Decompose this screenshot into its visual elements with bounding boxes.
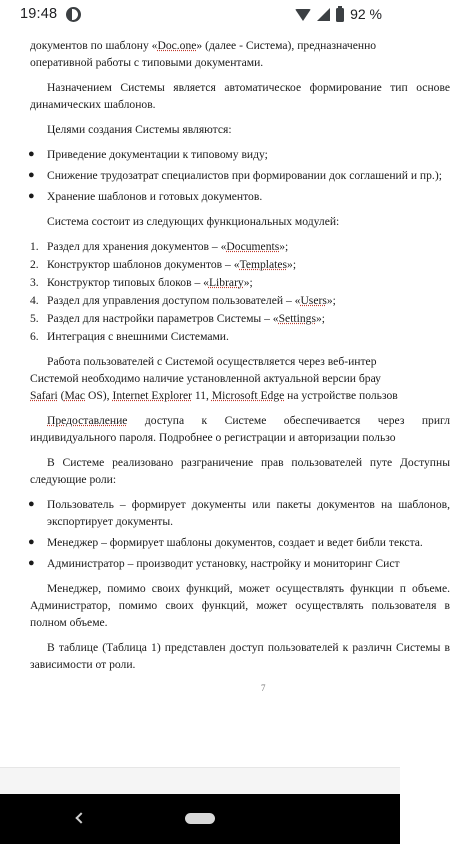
access-paragraph: Предоставление доступа к Системе обеспечивается через пригл индивидуального пароля. Подробнее о регистрации и авторизации пользо bbox=[30, 414, 450, 444]
list-item: 2. Конструктор шаблонов документов – «Templates»; bbox=[30, 258, 297, 271]
status-indicators bbox=[295, 6, 382, 22]
bullet-icon: ● bbox=[28, 536, 35, 548]
list-item: ● Снижение трудозатрат специалистов при формировании док соглашений и пр.); bbox=[28, 169, 442, 182]
purpose-paragraph: Назначением Системы является автоматическое формирование тип основе динамических шаблонов. bbox=[30, 81, 450, 111]
bullet-icon: ● bbox=[28, 190, 35, 202]
wifi-icon bbox=[295, 9, 311, 21]
list-item: ● Хранение шаблонов и готовых документов. bbox=[28, 190, 263, 203]
navigation-bar bbox=[0, 794, 400, 844]
goals-heading: Целями создания Системы являются: bbox=[47, 123, 232, 136]
list-item: ● Пользователь – формирует документы или пакеты документов на шаблонов, экспортирует документы. bbox=[28, 498, 450, 528]
home-gesture-pill[interactable] bbox=[185, 813, 215, 824]
table-reference-paragraph: В таблице (Таблица 1) представлен доступ пользователей к различн Системы в зависимости от роли. bbox=[30, 641, 450, 671]
roles-paragraph: В Системе реализовано разграничение прав пользователей путе Доступны следующие роли: bbox=[30, 456, 450, 486]
cell-signal-icon bbox=[317, 8, 330, 21]
list-item: 1. Раздел для хранения документов – «Documents»; bbox=[30, 240, 289, 253]
document-page bbox=[30, 37, 450, 681]
bullet-icon: ● bbox=[28, 169, 35, 181]
web-interface-paragraph: Работа пользователей с Системой осуществляется через веб-интер Системой необходимо наличие установленной актуальной версии брау Safari (Mac OS), Internet Explorer 11, Microsoft Edge на устройстве пользов bbox=[30, 355, 398, 402]
back-icon[interactable] bbox=[75, 812, 86, 823]
list-item: 5. Раздел для настройки параметров Системы – «Settings»; bbox=[30, 312, 326, 325]
manager-paragraph: Менеджер, помимо своих функций, может осуществлять функции п объеме. Администратор, помимо своих функций, может осуществлять пользователя в полном объеме. bbox=[30, 582, 450, 629]
bullet-icon: ● bbox=[28, 557, 35, 569]
document-viewer[interactable] bbox=[0, 30, 450, 770]
bullet-icon: ● bbox=[28, 498, 35, 510]
list-item: 4. Раздел для управления доступом пользователей – «Users»; bbox=[30, 294, 336, 307]
list-item: 6. Интеграция с внешними Системами. bbox=[30, 330, 229, 343]
battery-percentage: 92 % bbox=[350, 6, 382, 22]
intro-paragraph: документов по шаблону «Doc.one» (далее - Система), предназначенно оперативной работы с типовыми документами. bbox=[30, 39, 377, 69]
app-notification-icon bbox=[66, 7, 81, 22]
roles-list bbox=[30, 496, 450, 572]
list-item: ● Администратор – производит установку, настройку и мониторинг Сист bbox=[28, 557, 400, 570]
status-bar bbox=[0, 0, 400, 30]
list-item: ● Менеджер – формирует шаблоны документов, создает и ведет библи текста. bbox=[28, 536, 423, 549]
modules-heading: Система состоит из следующих функциональных модулей: bbox=[47, 215, 340, 228]
goals-list bbox=[30, 146, 450, 205]
modules-list bbox=[30, 238, 450, 345]
bullet-icon: ● bbox=[28, 148, 35, 160]
list-item: 3. Конструктор типовых блоков – «Library»; bbox=[30, 276, 253, 289]
status-time: 19:48 bbox=[20, 6, 58, 22]
battery-icon bbox=[336, 8, 344, 22]
list-item: ● Приведение документации к типовому виду; bbox=[28, 148, 268, 161]
page-number: 7 bbox=[261, 683, 266, 693]
